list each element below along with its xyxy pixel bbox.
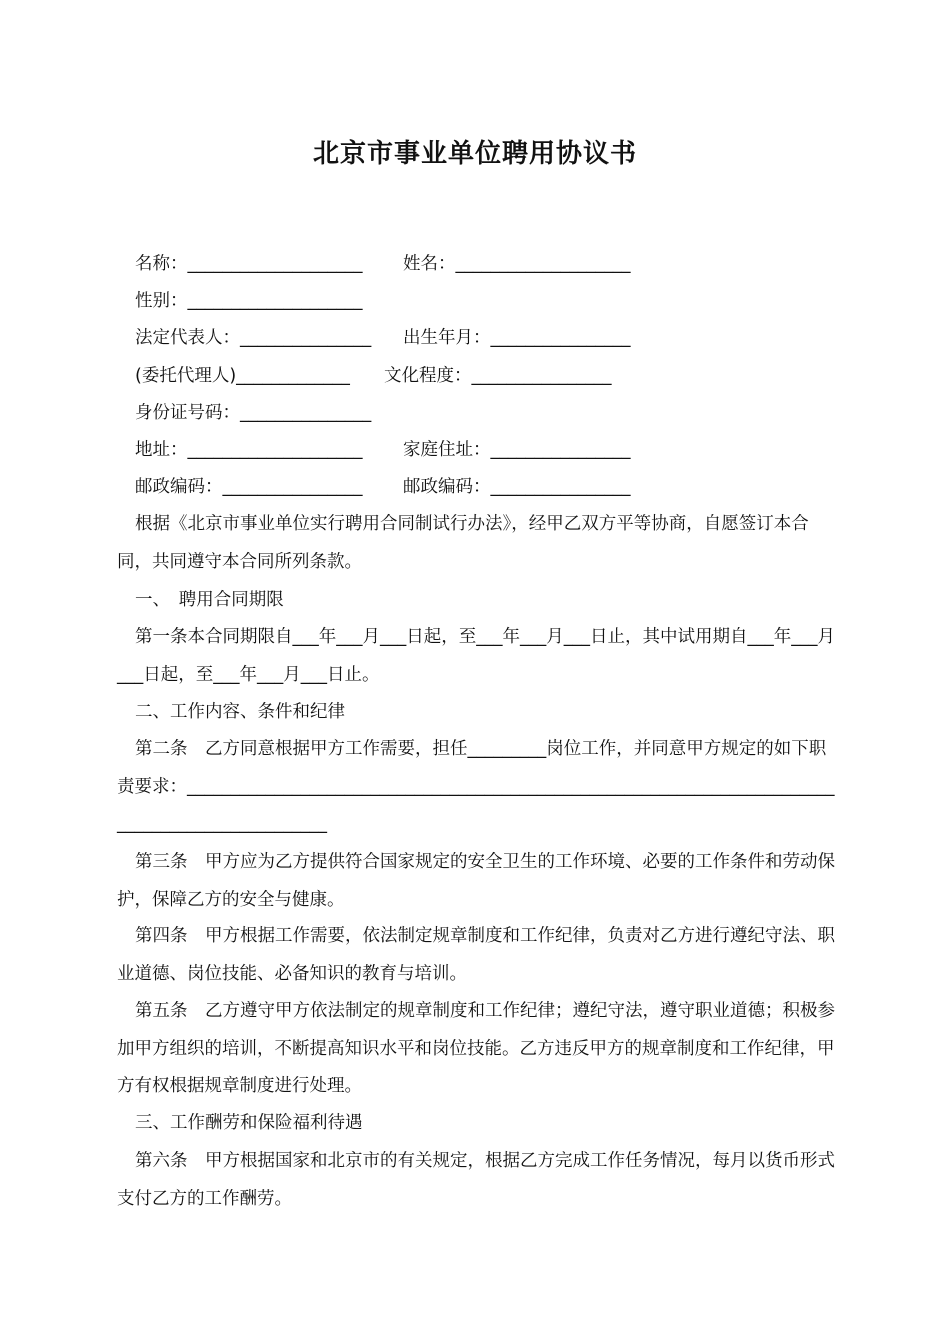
education-field: 文化程度：________________	[384, 366, 612, 386]
article-5: 第五条 乙方遵守甲方依法制定的规章制度和工作纪律；遵纪守法，遵守职业道德；积极参加甲方组织的培训，不断提高知识水平和岗位技能。乙方违反甲方的规章制度和工作纪律，甲方有权根据规章制度进行处理。	[117, 1001, 835, 1096]
document-title: 北京市事业单位聘用协议书	[312, 139, 637, 169]
legal-rep-field: 法定代表人：_______________	[135, 328, 372, 348]
postcode-field-b: 邮政编码：________________	[403, 477, 631, 497]
section-heading-1: 一、 聘用合同期限	[135, 590, 284, 610]
article-6: 第六条 甲方根据国家和北京市的有关规定，根据乙方完成工作任务情况，每月以货币形式支付乙方的工作酬劳。	[117, 1151, 835, 1209]
person-name-field: 姓名：____________________	[403, 254, 631, 274]
home-address-field: 家庭住址：________________	[403, 440, 631, 460]
article-2: 第二条 乙方同意根据甲方工作需要，担任_________岗位工作，并同意甲方规定的如下职责要求：__________________________________________________________________________________________________	[117, 739, 835, 834]
agent-field: (委托代理人)_____________	[135, 366, 350, 386]
section-heading-2: 二、工作内容、条件和纪律	[135, 702, 345, 722]
birth-date-field: 出生年月：________________	[403, 328, 631, 348]
org-name-field: 名称：____________________	[135, 254, 363, 274]
postcode-field-a: 邮政编码：________________	[135, 477, 363, 497]
address-field: 地址：____________________	[135, 440, 363, 460]
id-number-field: 身份证号码：_______________	[135, 403, 372, 423]
section-heading-3: 三、工作酬劳和保险福利待遇	[135, 1113, 363, 1133]
gender-field: 性别：____________________	[135, 291, 363, 311]
article-1: 第一条本合同期限自___年___月___日起，至___年___月___日止，其中试用期自___年___月___日起，至___年___月___日止。	[117, 627, 835, 685]
article-3: 第三条 甲方应为乙方提供符合国家规定的安全卫生的工作环境、必要的工作条件和劳动保护，保障乙方的安全与健康。	[117, 852, 835, 910]
article-4: 第四条 甲方根据工作需要，依法制定规章制度和工作纪律，负责对乙方进行遵纪守法、职业道德、岗位技能、必备知识的教育与培训。	[117, 926, 835, 984]
intro-paragraph: 根据《北京市事业单位实行聘用合同制试行办法》，经甲乙双方平等协商，自愿签订本合同，共同遵守本合同所列条款。	[117, 514, 809, 572]
